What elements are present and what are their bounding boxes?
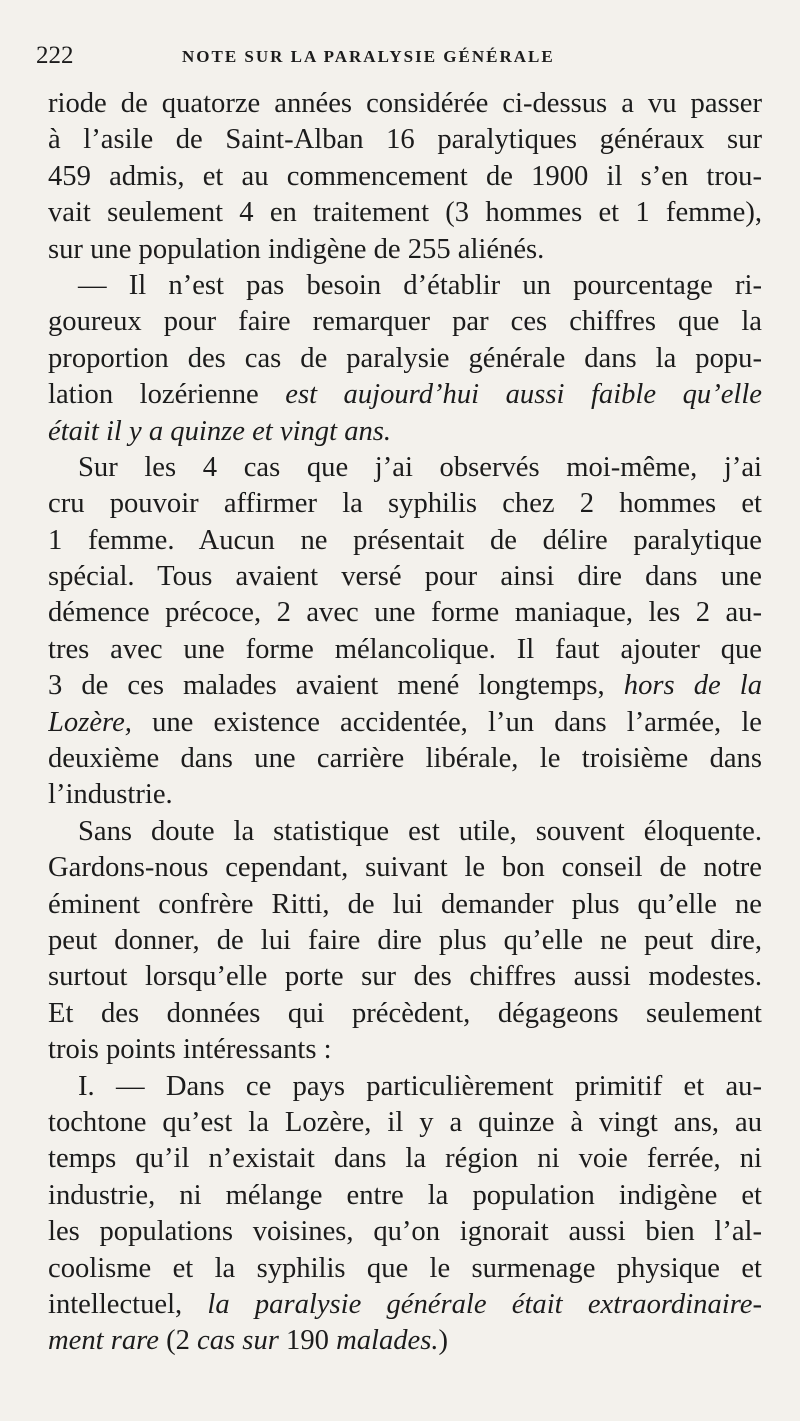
text-segment: les populations voisines, qu’on ignorait aussi bien l’al- — [48, 1216, 762, 1248]
text-segment: riode de quatorze années considérée ci-dessus a vu passer — [48, 88, 762, 119]
running-title: NOTE SUR LA PARALYSIE GÉNÉRALE — [182, 47, 555, 66]
text-line — [48, 159, 762, 195]
text-line — [48, 377, 762, 413]
text-segment: 190 — [278, 1325, 337, 1357]
text-segment: goureux pour faire remarquer par ces chiffres que la — [48, 306, 762, 338]
text-segment: vait seulement 4 en traitement (3 hommes et 1 femme), — [48, 197, 762, 229]
text-segment: sur une population indigène de 255 aliénés. — [48, 233, 545, 265]
text-line — [48, 705, 762, 741]
page-header — [36, 42, 766, 76]
text-line — [48, 341, 762, 377]
text-segment: Gardons-nous cependant, suivant le bon conseil de notre — [48, 852, 762, 884]
text-segment: cru pouvoir affirmer la syphilis chez 2 hommes et — [48, 488, 762, 520]
text-line — [48, 523, 762, 559]
text-segment: une existence accidentée, l’un dans l’armée, le — [131, 706, 762, 738]
text-line — [48, 996, 762, 1032]
text-segment: industrie, ni mélange entre la population indigène et — [48, 1179, 762, 1211]
text-segment: (2 — [158, 1325, 198, 1357]
text-line — [48, 1141, 762, 1177]
text-segment: lation lozérienne — [48, 379, 286, 411]
text-line — [48, 1105, 762, 1141]
text-line — [48, 923, 762, 959]
text-line — [48, 1323, 762, 1359]
text-line — [48, 1178, 762, 1214]
text-segment: ) — [438, 1325, 449, 1357]
text-line — [48, 195, 762, 231]
text-line — [48, 887, 762, 923]
text-line — [48, 741, 762, 777]
text-segment: 459 admis, et au commencement de 1900 il s’en trou- — [48, 160, 762, 192]
text-line — [48, 414, 762, 450]
italic-text: cas sur — [197, 1325, 279, 1357]
text-line — [48, 1069, 762, 1105]
text-segment: à l’asile de Saint-Alban 16 paralytiques généraux sur — [48, 124, 762, 156]
text-segment: peut donner, de lui faire dire plus qu’elle ne peut dire, — [48, 924, 762, 956]
text-line — [48, 959, 762, 995]
text-segment: surtout lorsqu’elle porte sur des chiffres aussi modestes. — [48, 961, 762, 993]
text-segment: 3 de ces malades avaient mené longtemps, — [48, 670, 624, 702]
text-line — [48, 450, 762, 486]
body-text — [48, 86, 762, 1360]
text-line — [48, 777, 762, 813]
text-line — [48, 232, 762, 268]
text-segment: tochtone qu’est la Lozère, il y a quinze à vingt ans, au — [48, 1106, 762, 1138]
italic-text: malades. — [336, 1325, 439, 1357]
italic-text: hors de la — [623, 670, 762, 702]
text-line — [48, 122, 762, 158]
text-line — [48, 304, 762, 340]
text-segment: démence précoce, 2 avec une forme maniaque, les 2 au- — [48, 597, 762, 629]
italic-text: la paralysie générale était extraordinaire- — [207, 1288, 762, 1320]
text-segment: — Il n’est pas besoin d’établir un pourcentage ri- — [78, 269, 762, 301]
italic-text: est aujourd’hui aussi faible qu’elle — [285, 379, 762, 411]
text-segment: Sans doute la statistique est utile, souvent éloquente. — [78, 815, 762, 847]
text-segment: spécial. Tous avaient versé pour ainsi dire dans une — [48, 561, 762, 593]
italic-text: Lozère, — [48, 706, 132, 738]
text-segment: intellectuel, — [48, 1288, 208, 1320]
italic-text: ment rare — [48, 1325, 159, 1357]
text-segment: coolisme et la syphilis que le surmenage physique et — [48, 1252, 762, 1284]
text-line — [48, 668, 762, 704]
text-line — [48, 1251, 762, 1287]
text-line — [48, 632, 762, 668]
text-line — [48, 559, 762, 595]
text-line — [48, 1214, 762, 1250]
text-line — [48, 595, 762, 631]
text-line — [48, 86, 762, 122]
text-segment: 1 femme. Aucun ne présentait de délire paralytique — [48, 524, 762, 556]
italic-text: était il y a quinze et vingt ans. — [48, 415, 392, 447]
text-line — [48, 814, 762, 850]
text-segment: l’industrie. — [48, 779, 173, 811]
text-segment: temps qu’il n’existait dans la région ni voie ferrée, ni — [48, 1143, 762, 1175]
text-segment: Sur les 4 cas que j’ai observés moi-même, j’ai — [78, 451, 762, 483]
text-line — [48, 850, 762, 886]
text-segment: proportion des cas de paralysie générale dans la popu- — [48, 342, 762, 374]
page-number: 222 — [36, 42, 74, 69]
text-segment: Et des données qui précèdent, dégageons seulement — [48, 997, 762, 1029]
text-segment: I. — Dans ce pays particulièrement primitif et au- — [78, 1070, 762, 1102]
text-line — [48, 486, 762, 522]
text-line — [48, 268, 762, 304]
text-line — [48, 1032, 762, 1068]
text-line — [48, 1287, 762, 1323]
text-segment: tres avec une forme mélancolique. Il faut ajouter que — [48, 633, 762, 665]
text-segment: éminent confrère Ritti, de lui demander plus qu’elle ne — [48, 888, 762, 920]
text-segment: deuxième dans une carrière libérale, le troisième dans — [48, 743, 762, 775]
text-segment: trois points intéressants : — [48, 1034, 332, 1066]
